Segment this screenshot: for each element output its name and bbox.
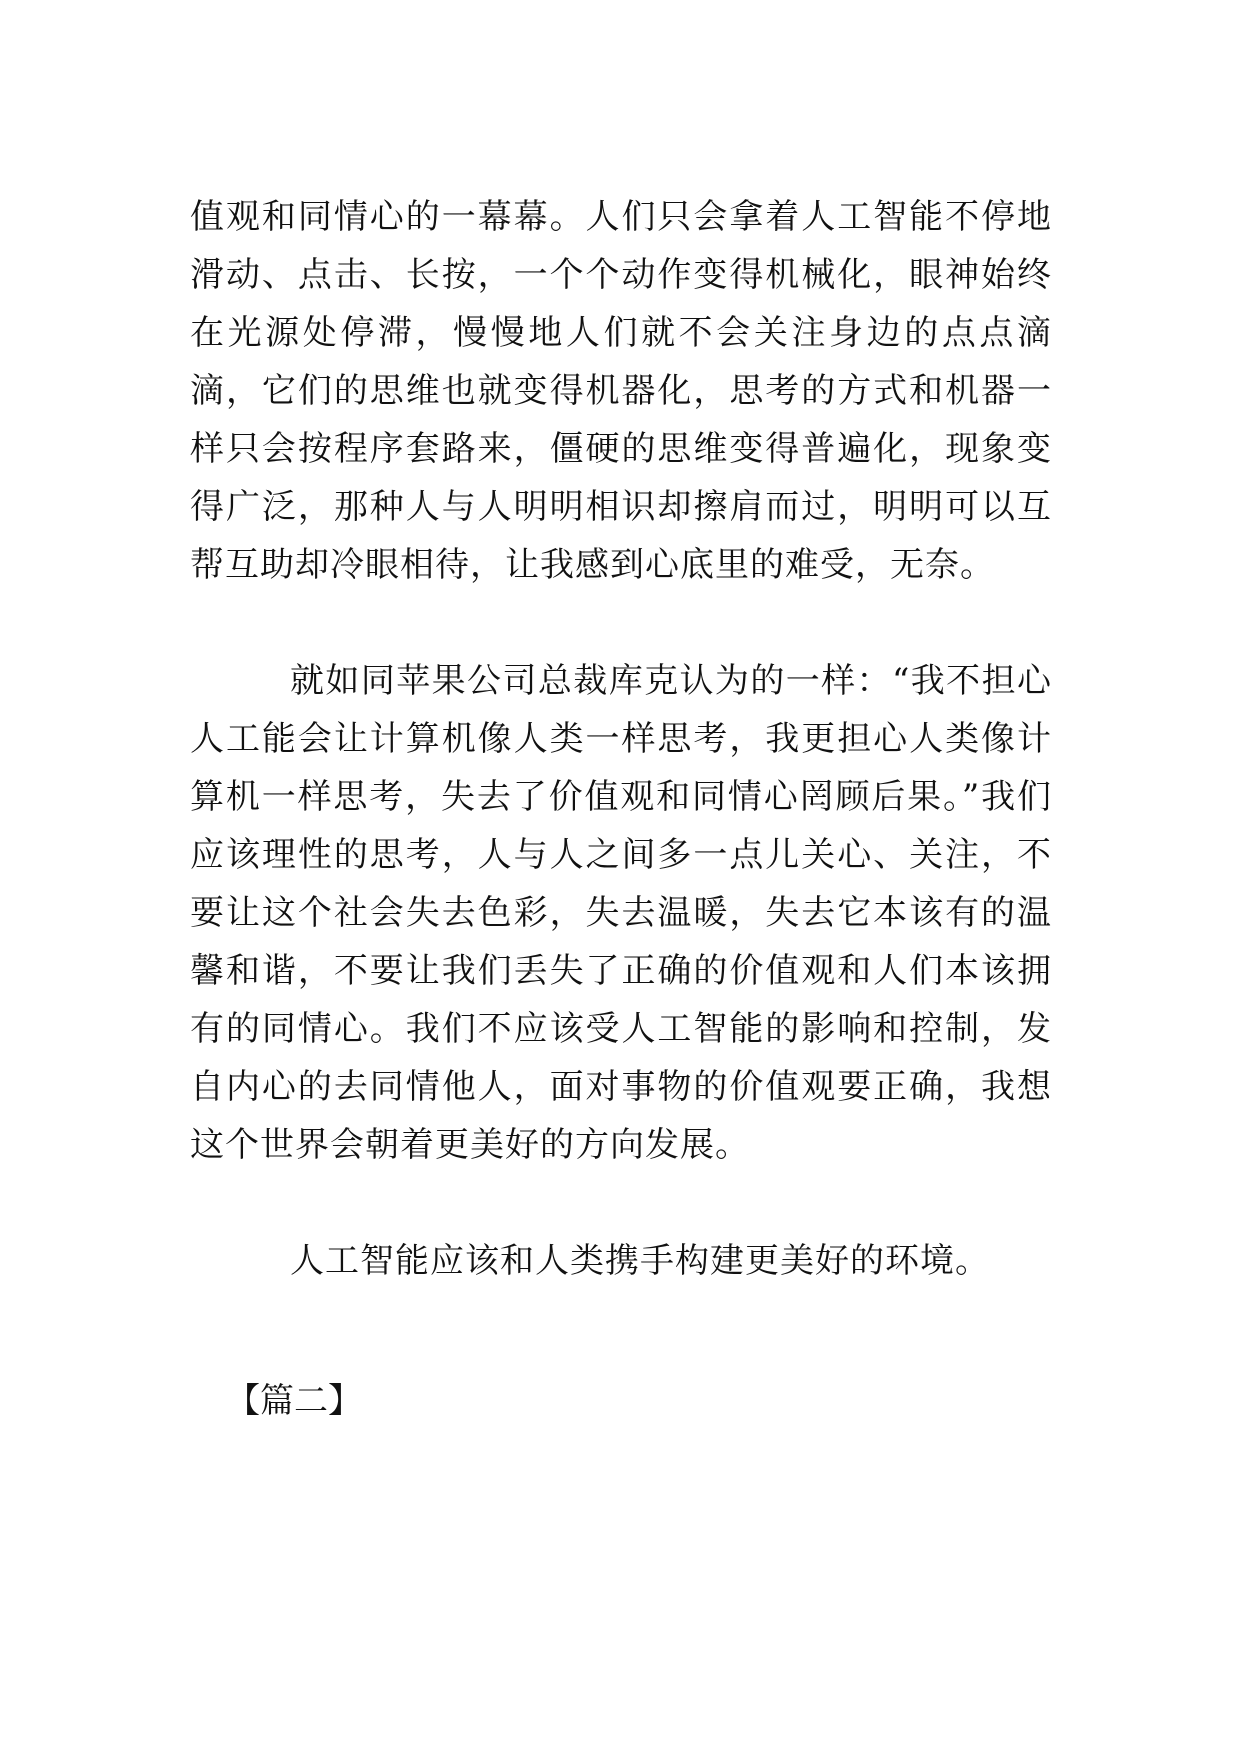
section-heading: 【篇二】	[226, 1381, 362, 1421]
paragraph-quote: 就如同苹果公司总裁库克认为的一样：“我不担心人工能会让计算机像人类一样思考，我更担心人类像计算机一样思考，失去了价值观和同情心罔顾后果。”我们应该理性的思考，人与人之间多一点儿关心、关注，不要让这个社会失去色彩，失去温暖，失去它本该有的温馨和谐，不要让我们丢失了正确的价值观和人们本该拥有的同情心。我们不应该受人工智能的影响和控制，发自内心的去同情他人，面对事物的价值观要正确，我想这个世界会朝着更美好的方向发展。	[190, 661, 1052, 1165]
paragraph-continuation: 值观和同情心的一幕幕。人们只会拿着人工智能不停地滑动、点击、长按，一个个动作变得机械化，眼神始终在光源处停滞，慢慢地人们就不会关注身边的点点滴滴，它们的思维也就变得机器化，思考的方式和机器一样只会按程序套路来，僵硬的思维变得普遍化，现象变得广泛，那种人与人明明相识却擦肩而过，明明可以互帮互助却冷眼相待，让我感到心底里的难受，无奈。	[190, 197, 1052, 585]
paragraph-conclusion: 人工智能应该和人类携手构建更美好的环境。	[290, 1241, 990, 1281]
